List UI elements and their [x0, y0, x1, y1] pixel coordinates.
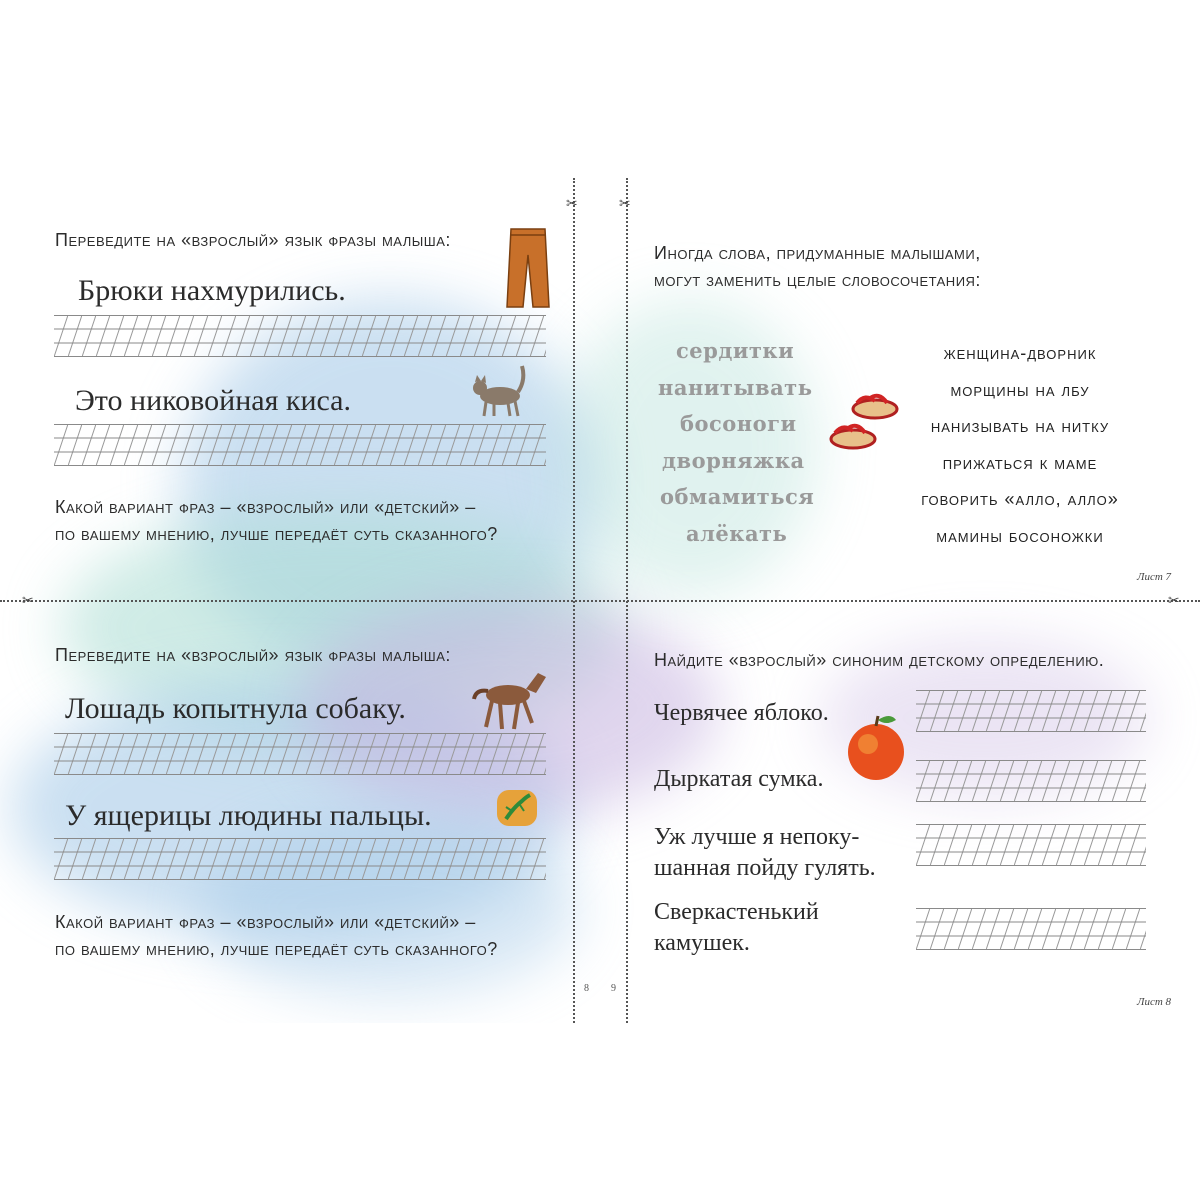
cut-line-horizontal [0, 600, 1200, 602]
sheet-label: Лист 7 [1137, 571, 1172, 583]
child-phrase: Червячее яблоко. [654, 700, 829, 726]
child-phrase: У ящерицы людины пальцы. [65, 799, 432, 832]
writing-lines[interactable] [54, 424, 546, 466]
apple-icon [842, 712, 910, 782]
question-line: Какой вариант фраз – «взрослый» или «детский» – [55, 912, 476, 932]
adult-phrase: женщина-дворник [943, 343, 1097, 363]
writing-lines[interactable] [916, 690, 1146, 732]
instruction: Найдите «взрослый» синоним детскому определению. [654, 650, 1105, 670]
lizard-icon [494, 785, 540, 831]
scissors-icon: ✂ [566, 195, 578, 211]
writing-lines[interactable] [54, 838, 546, 880]
child-phrase: Лошадь копытнула собаку. [65, 692, 406, 725]
scissors-icon: ✂ [1168, 592, 1180, 608]
adult-phrase: говорить «алло, алло» [921, 489, 1119, 509]
question-line: по вашему мнению, лучше передаёт суть сказанного? [55, 524, 498, 544]
pants-icon [505, 225, 550, 310]
child-phrase: Это никовойная киса. [75, 384, 351, 417]
child-phrase: камушек. [654, 930, 750, 956]
sandals-icon [825, 385, 900, 460]
kid-word: дворняжка [662, 448, 805, 473]
child-phrase: Сверкастенький [654, 899, 819, 925]
horse-icon [470, 665, 550, 735]
writing-lines[interactable] [54, 315, 546, 357]
kid-word: босоноги [680, 411, 797, 436]
kid-word: нанитывать [658, 375, 813, 400]
instruction: Иногда слова, придуманные малышами, [654, 243, 981, 263]
page-number: 9 [611, 983, 616, 994]
page-number: 8 [584, 983, 589, 994]
instruction: могут заменить целые словосочетания: [654, 270, 981, 290]
question-line: Какой вариант фраз – «взрослый» или «детский» – [55, 497, 476, 517]
question-line: по вашему мнению, лучше передаёт суть сказанного? [55, 939, 498, 959]
writing-lines[interactable] [916, 824, 1146, 866]
scissors-icon: ✂ [22, 592, 34, 608]
child-phrase: Уж лучше я непоку- [654, 824, 860, 850]
writing-lines[interactable] [916, 908, 1146, 950]
adult-phrase: нанизывать на нитку [930, 416, 1110, 436]
child-phrase: Дыркатая сумка. [654, 766, 824, 792]
instruction: Переведите на «взрослый» язык фразы малыша: [55, 230, 451, 250]
instruction: Переведите на «взрослый» язык фразы малыша: [55, 645, 451, 665]
adult-phrase: мамины босоножки [936, 526, 1104, 546]
cat-icon [468, 360, 530, 420]
kid-word: обмамиться [660, 484, 815, 509]
child-phrase: шанная пойду гулять. [654, 855, 876, 881]
writing-lines[interactable] [916, 760, 1146, 802]
writing-lines[interactable] [54, 733, 546, 775]
adult-phrase: морщины на лбу [950, 380, 1090, 400]
adult-phrase: прижаться к маме [942, 453, 1098, 473]
scissors-icon: ✂ [619, 195, 631, 211]
child-phrase: Брюки нахмурились. [78, 274, 346, 307]
sheet-label: Лист 8 [1137, 996, 1172, 1008]
kid-word: сердитки [676, 338, 795, 363]
kid-word: алёкать [686, 521, 788, 546]
